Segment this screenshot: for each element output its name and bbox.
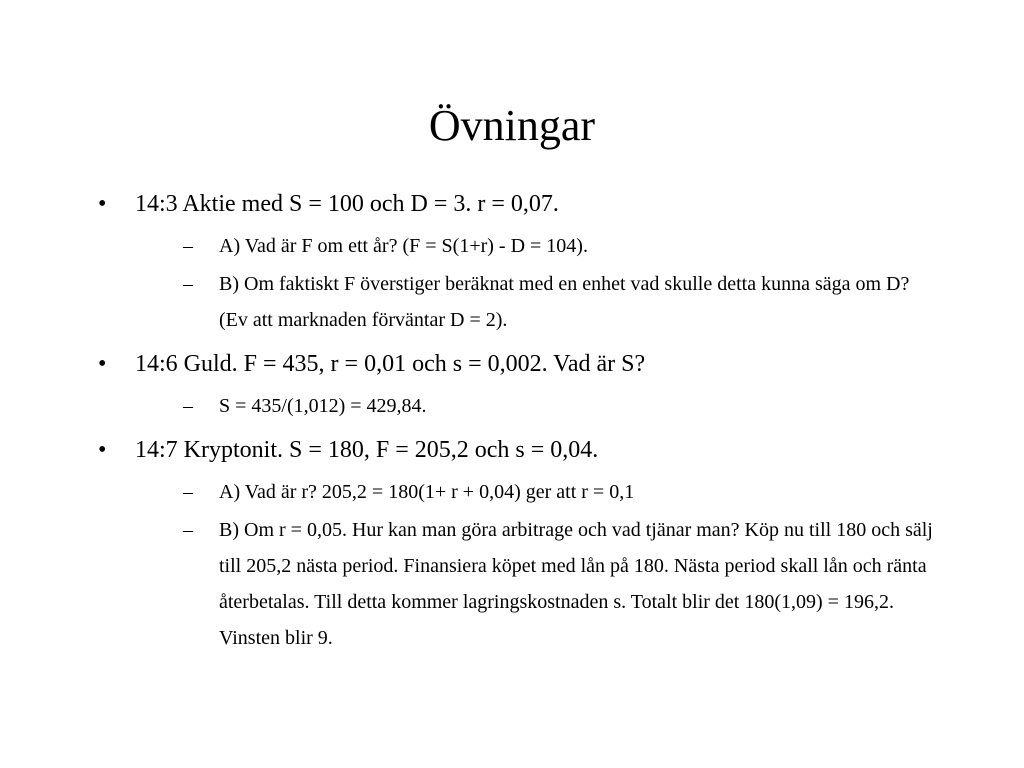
bullet-text: 14:7 Kryptonit. S = 180, F = 205,2 och s = 0,04.: [135, 437, 599, 463]
bullet-item: [96, 186, 936, 338]
slide-content: [96, 186, 936, 664]
sub-marker: –: [183, 273, 193, 295]
sub-marker: –: [183, 235, 193, 257]
sub-item: [183, 266, 939, 338]
bullet-item: [96, 432, 936, 656]
bullet-item: [96, 346, 936, 424]
sub-item: [183, 228, 939, 264]
bullet-marker: •: [98, 191, 107, 217]
sub-text: B) Om faktiskt F överstiger beräknat med en enhet vad skulle detta kunna säga om D? (Ev att marknaden förväntar D = 2).: [219, 273, 910, 331]
sub-list: [135, 474, 936, 656]
sub-list: [135, 228, 936, 338]
bullet-marker: •: [98, 437, 107, 463]
sub-item: [183, 474, 939, 510]
slide-title: Övningar: [428, 101, 596, 150]
sub-text: A) Vad är F om ett år? (F = S(1+r) - D = 104).: [219, 235, 588, 257]
sub-text: B) Om r = 0,05. Hur kan man göra arbitrage och vad tjänar man? Köp nu till 180 och sälj till 205,2 nästa period. Finansiera köpet med lån på 180. Nästa period skall lån och ränta återbetalas. Till detta kommer lagringskostnaden s. Totalt blir det 180(1,09) = 196,2. Vinsten blir 9.: [219, 519, 933, 649]
sub-marker: –: [183, 519, 193, 541]
sub-list: [135, 388, 936, 424]
bullet-marker: •: [98, 351, 107, 377]
bullet-text: 14:3 Aktie med S = 100 och D = 3. r = 0,07.: [135, 191, 559, 217]
sub-text: S = 435/(1,012) = 429,84.: [219, 395, 427, 417]
sub-text: A) Vad är r? 205,2 = 180(1+ r + 0,04) ger att r = 0,1: [219, 481, 635, 503]
sub-marker: –: [183, 481, 193, 503]
sub-item: [183, 512, 939, 656]
sub-marker: –: [183, 395, 193, 417]
sub-item: [183, 388, 939, 424]
bullet-text: 14:6 Guld. F = 435, r = 0,01 och s = 0,002. Vad är S?: [135, 351, 646, 377]
